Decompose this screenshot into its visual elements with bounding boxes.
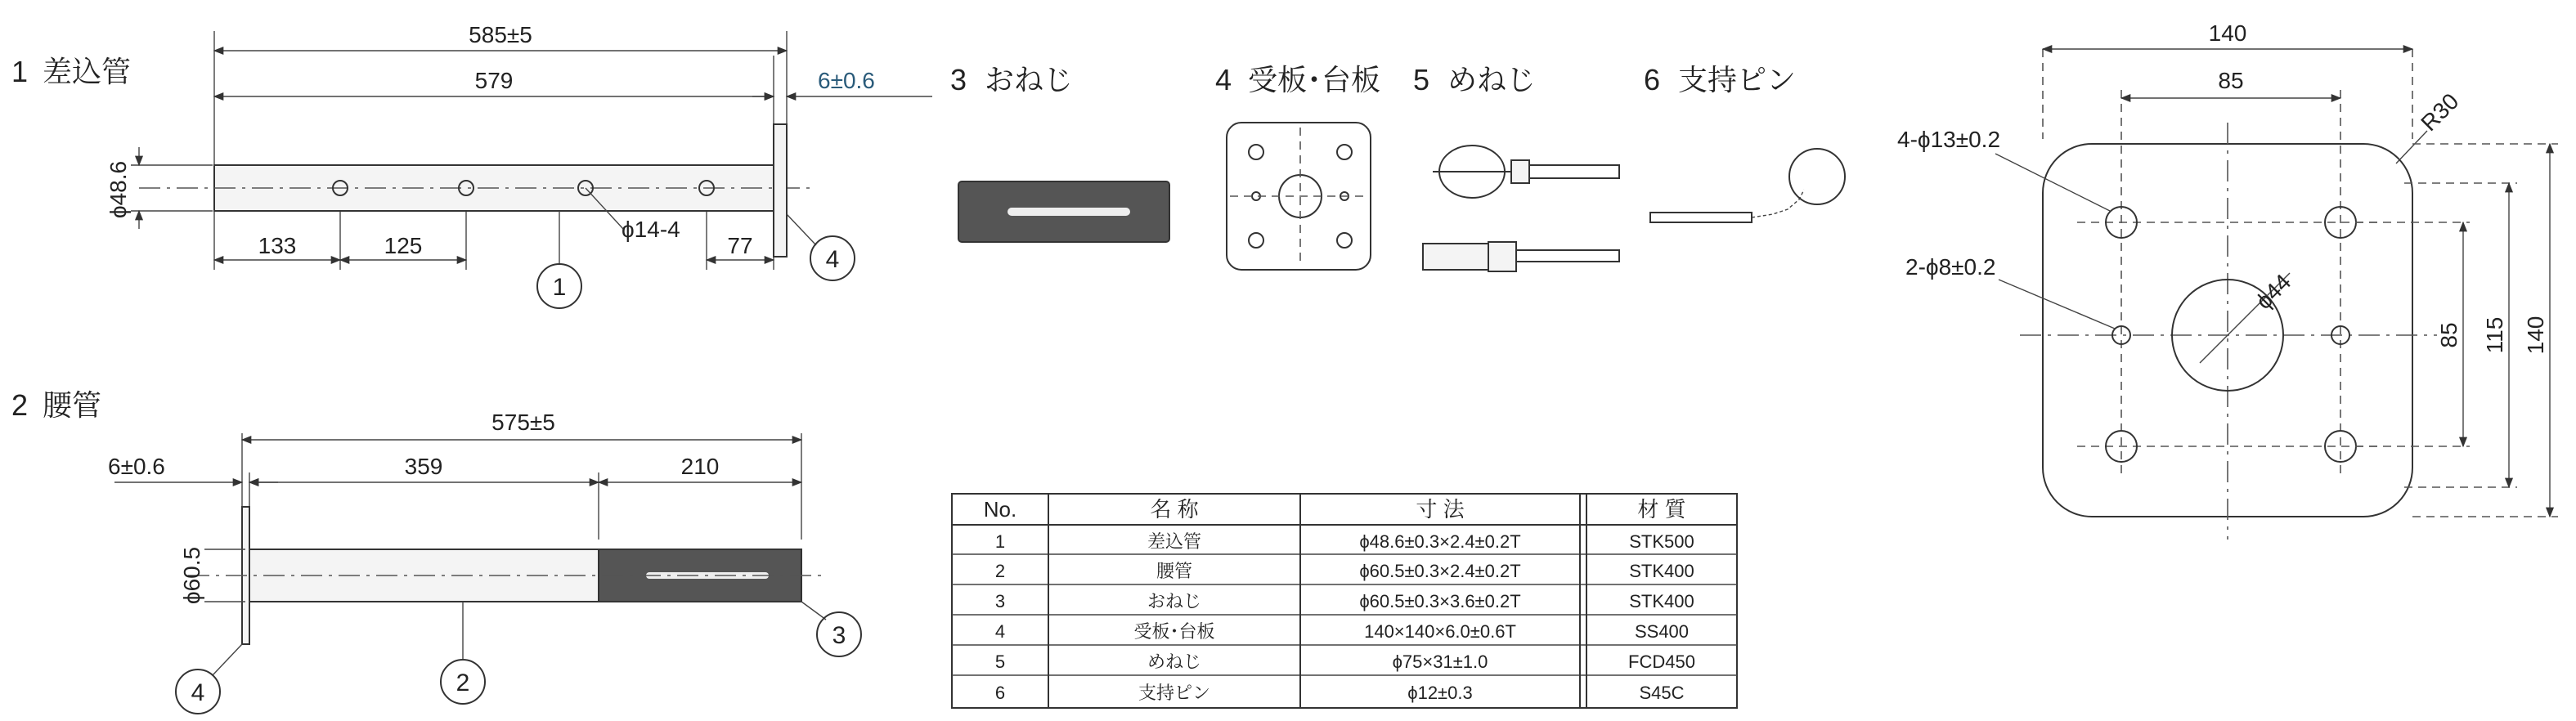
- part-6-number: 6: [1644, 63, 1661, 96]
- table-header-size: 寸 法: [1416, 497, 1465, 522]
- table-cell-size: ϕ60.5±0.3×2.4±0.2T: [1359, 561, 1521, 581]
- table-row: [995, 621, 1689, 642]
- dim-pipe-length: 579: [474, 68, 514, 93]
- plate-center-diameter: ϕ44: [2251, 269, 2296, 315]
- plate-dim-vertical-inner: 85: [2436, 322, 2462, 348]
- part-3-title: おねじ: [985, 63, 1074, 96]
- table-header-name: 名 称: [1150, 497, 1199, 522]
- part-5-number: 5: [1413, 63, 1430, 96]
- table-cell-size: ϕ48.6±0.3×2.4±0.2T: [1359, 531, 1521, 552]
- plate-dim-width: 140: [2208, 20, 2247, 46]
- callout-holes: ϕ14-4: [622, 217, 680, 242]
- part-5-female-thread: [1413, 63, 1619, 271]
- part-3-male-thread: [950, 63, 1169, 242]
- plate-dim-vertical-mid: 115: [2482, 316, 2507, 354]
- dim-seg-77: 77: [727, 233, 753, 258]
- dim-plate-thickness: 6±0.6: [818, 68, 875, 93]
- dim-seg-125: 125: [384, 233, 423, 258]
- table-row: [995, 531, 1694, 552]
- balloon2-3-label: 3: [832, 622, 846, 649]
- table-cell-no: 1: [994, 531, 1006, 552]
- plate-detail-view: [1897, 20, 2558, 540]
- dim2-plate-thickness: 6±0.6: [108, 454, 165, 479]
- table-row: [995, 561, 1694, 581]
- dim2-seg-359: 359: [404, 454, 443, 479]
- dim2-overall-length: 575±5: [491, 410, 555, 435]
- dim2-seg-210: 210: [680, 454, 720, 479]
- table-cell-material: FCD450: [1628, 652, 1695, 672]
- table-cell-size: ϕ75×31±1.0: [1392, 652, 1488, 672]
- table-cell-material: SS400: [1634, 621, 1690, 642]
- dim2-pipe-diameter: ϕ60.5: [179, 546, 204, 605]
- part-6-title: 支持ピン: [1678, 63, 1797, 96]
- table-row: [995, 591, 1694, 611]
- balloon2-2-label: 2: [456, 670, 470, 696]
- table-cell-material: STK400: [1629, 591, 1694, 611]
- part-5-title: めねじ: [1447, 63, 1537, 96]
- drawing-1-insert-pipe: [11, 22, 932, 308]
- callout-small-holes: 2-ϕ8±0.2: [1905, 254, 1996, 280]
- table-cell-no: 4: [994, 621, 1006, 642]
- table-cell-material: STK500: [1629, 531, 1694, 552]
- table-row: [995, 652, 1695, 672]
- table-cell-no: 5: [994, 652, 1006, 672]
- table-cell-name: 腰管: [1156, 561, 1193, 581]
- table-cell-size: 140×140×6.0±0.6T: [1364, 621, 1516, 642]
- plate-dim-inner: 85: [2218, 68, 2244, 93]
- part-3-number: 3: [950, 63, 967, 96]
- table-cell-material: STK400: [1629, 561, 1694, 581]
- part-4-title: 受板･台板: [1248, 63, 1381, 96]
- dim-overall-length: 585±5: [469, 22, 532, 47]
- part-4-base-plate: [1215, 63, 1380, 270]
- plate-radius: R30: [2416, 87, 2464, 137]
- parts-table: [952, 494, 1737, 708]
- table-cell-name: 支持ピン: [1138, 683, 1211, 703]
- table-cell-no: 6: [994, 683, 1006, 703]
- table-cell-name: 差込管: [1147, 531, 1202, 552]
- table-cell-size: ϕ60.5±0.3×3.6±0.2T: [1359, 591, 1521, 611]
- balloon-1-label: 1: [552, 274, 567, 301]
- table-row: [995, 683, 1685, 703]
- callout-big-holes: 4-ϕ13±0.2: [1897, 127, 2001, 152]
- table-cell-no: 2: [994, 561, 1006, 581]
- part-6-support-pin: [1644, 63, 1845, 222]
- balloon2-4-label: 4: [191, 679, 205, 706]
- table-header-material: 材 質: [1637, 497, 1686, 522]
- drawing-2-waist-pipe: [11, 388, 861, 714]
- table-cell-name: 受板･台板: [1133, 621, 1215, 642]
- dim-pipe-diameter: ϕ48.6: [105, 160, 131, 219]
- part-4-number: 4: [1215, 63, 1232, 96]
- table-cell-size: ϕ12±0.3: [1407, 683, 1473, 703]
- plate-dim-vertical-outer: 140: [2523, 316, 2548, 355]
- table-cell-name: めねじ: [1147, 652, 1202, 672]
- part-1-title: 差込管: [43, 55, 132, 88]
- balloon-4-label: 4: [825, 246, 840, 273]
- part-1-number: 1: [11, 55, 29, 88]
- table-header-no: No.: [983, 497, 1017, 522]
- part-2-title: 腰管: [43, 388, 102, 422]
- table-cell-material: S45C: [1639, 683, 1685, 703]
- part-2-number: 2: [11, 388, 29, 422]
- dim-seg-133: 133: [258, 233, 297, 258]
- table-cell-no: 3: [994, 591, 1006, 611]
- table-cell-name: おねじ: [1147, 591, 1202, 611]
